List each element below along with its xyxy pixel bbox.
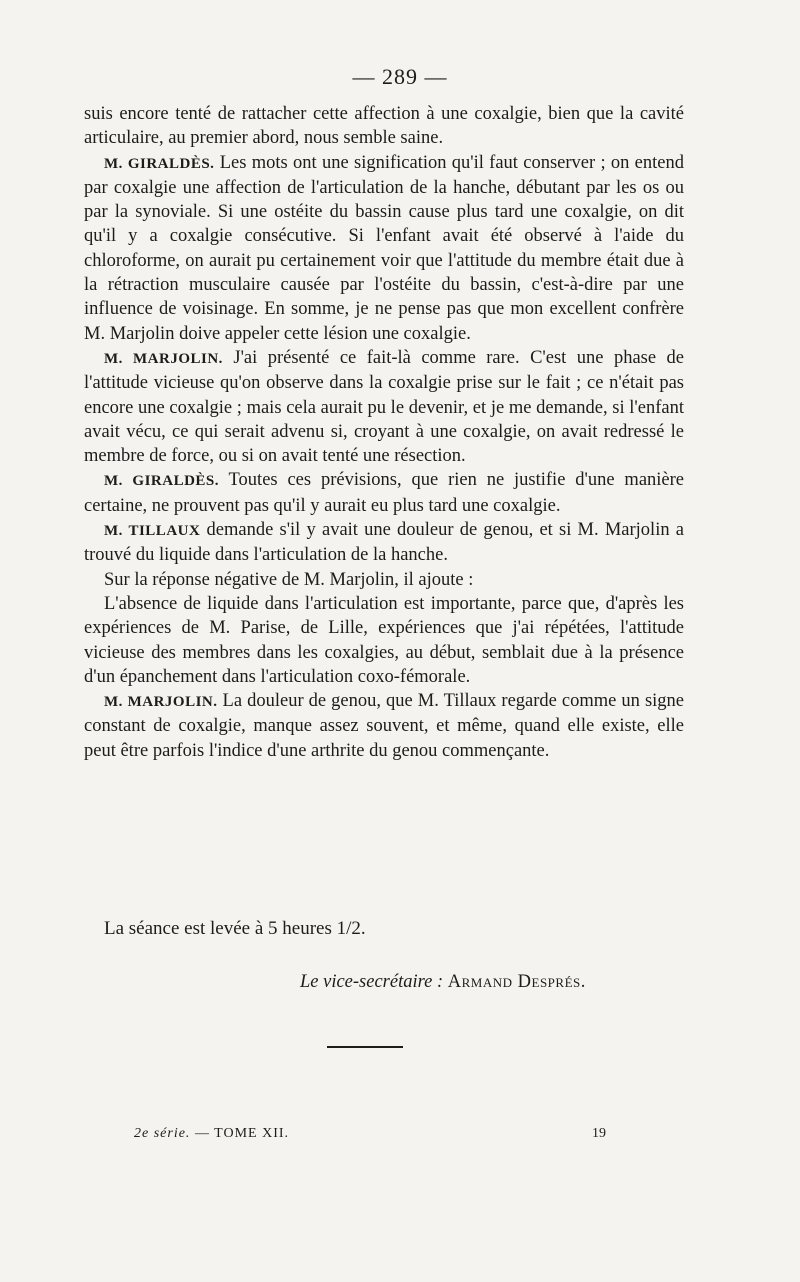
paragraph <box>84 568 684 592</box>
paragraph-text: Toutes ces prévisions, que rien ne justifie d'une manière certaine, ne prouvent pas qu'il y aurait eu plus tard une coxalgie. <box>84 470 684 516</box>
signature <box>300 972 586 993</box>
separator-rule <box>327 1046 403 1048</box>
paragraph <box>84 592 684 689</box>
paragraph-text: demande s'il y avait une douleur de genou, et si M. Marjolin a trouvé du liquide dans l'articulation de la hanche. <box>84 520 684 566</box>
speaker-name: M. GIRALDÈS. <box>104 155 215 172</box>
footer-serie: 2e série. <box>134 1126 191 1141</box>
footer-tome: — TOME XII. <box>194 1126 290 1141</box>
page-number: — 289 — <box>352 64 448 89</box>
speaker-name: M. GIRALDÈS. <box>104 473 220 490</box>
body-text <box>84 102 684 763</box>
paragraph-text: suis encore tenté de rattacher cette affection à une coxalgie, bien que la cavité articulaire, au premier abord, nous semble saine. <box>84 104 684 149</box>
paragraph <box>84 518 684 568</box>
paragraph <box>84 689 684 763</box>
paragraph-text: Sur la réponse négative de M. Marjolin, il ajoute : <box>104 569 474 590</box>
paragraph <box>84 151 684 346</box>
speaker-name: M. TILLAUX <box>104 523 201 540</box>
paragraph <box>84 102 684 151</box>
session-closing: La séance est levée à 5 heures 1/2. <box>104 918 366 939</box>
signature-role: Le vice-secrétaire : <box>300 972 444 992</box>
paragraph-text: L'absence de liquide dans l'articulation est importante, parce que, d'après les expériences de M. Parise, de Lille, expériences que j'ai répétées, l'attitude vicieuse des membres dans les coxalgies, au début, semblait due à la présence d'un épanchement dans l'articulation coxo-fémorale. <box>84 593 684 687</box>
paragraph-text: La douleur de genou, que M. Tillaux regarde comme un signe constant de coxalgie, manque assez souvent, et même, quand elle existe, elle peut être parfois l'indice d'une arthrite du genou commençante. <box>84 691 685 761</box>
paragraph-text: J'ai présenté ce fait-là comme rare. C'est une phase de l'attitude vicieuse qu'on observe dans la coxalgie prise sur le fait ; ce n'était pas encore une coxalgie ; mais cela aurait pu le devenir, et je me demande, si l'enfant avait vécu, ce qui serait advenu si, croyant à une coxalgie, on avait redressé le membre de force, ou si on avait tenté une résection. <box>84 347 684 467</box>
speaker-name: M. MARJOLIN. <box>104 694 218 711</box>
paragraph <box>84 346 684 468</box>
footer-signature-mark <box>134 1126 289 1142</box>
paragraph <box>84 468 684 518</box>
signature-name: Armand Després. <box>447 972 586 992</box>
paragraph-text: Les mots ont une signification qu'il faut conserver ; on entend par coxalgie une affection de l'articulation de la hanche, débutant par les os ou par la synoviale. Si une ostéite du bassin cause plus tard une coxalgie, on dit qu'il y a coxalgie consécutive. Si l'enfant avait été observé à l'aide du chloroforme, on aurait pu certainement voir que l'attitude du membre était due à la rétraction musculaire causée par l'ostéite du bassin, c'est-à-dire par une influence de voisinage. En somme, je ne pense pas que mon excellent confrère M. Marjolin doive appeler cette lésion une coxalgie. <box>84 152 684 344</box>
footer-sheet-number: 19 <box>592 1126 606 1141</box>
speaker-name: M. MARJOLIN. <box>104 350 223 367</box>
